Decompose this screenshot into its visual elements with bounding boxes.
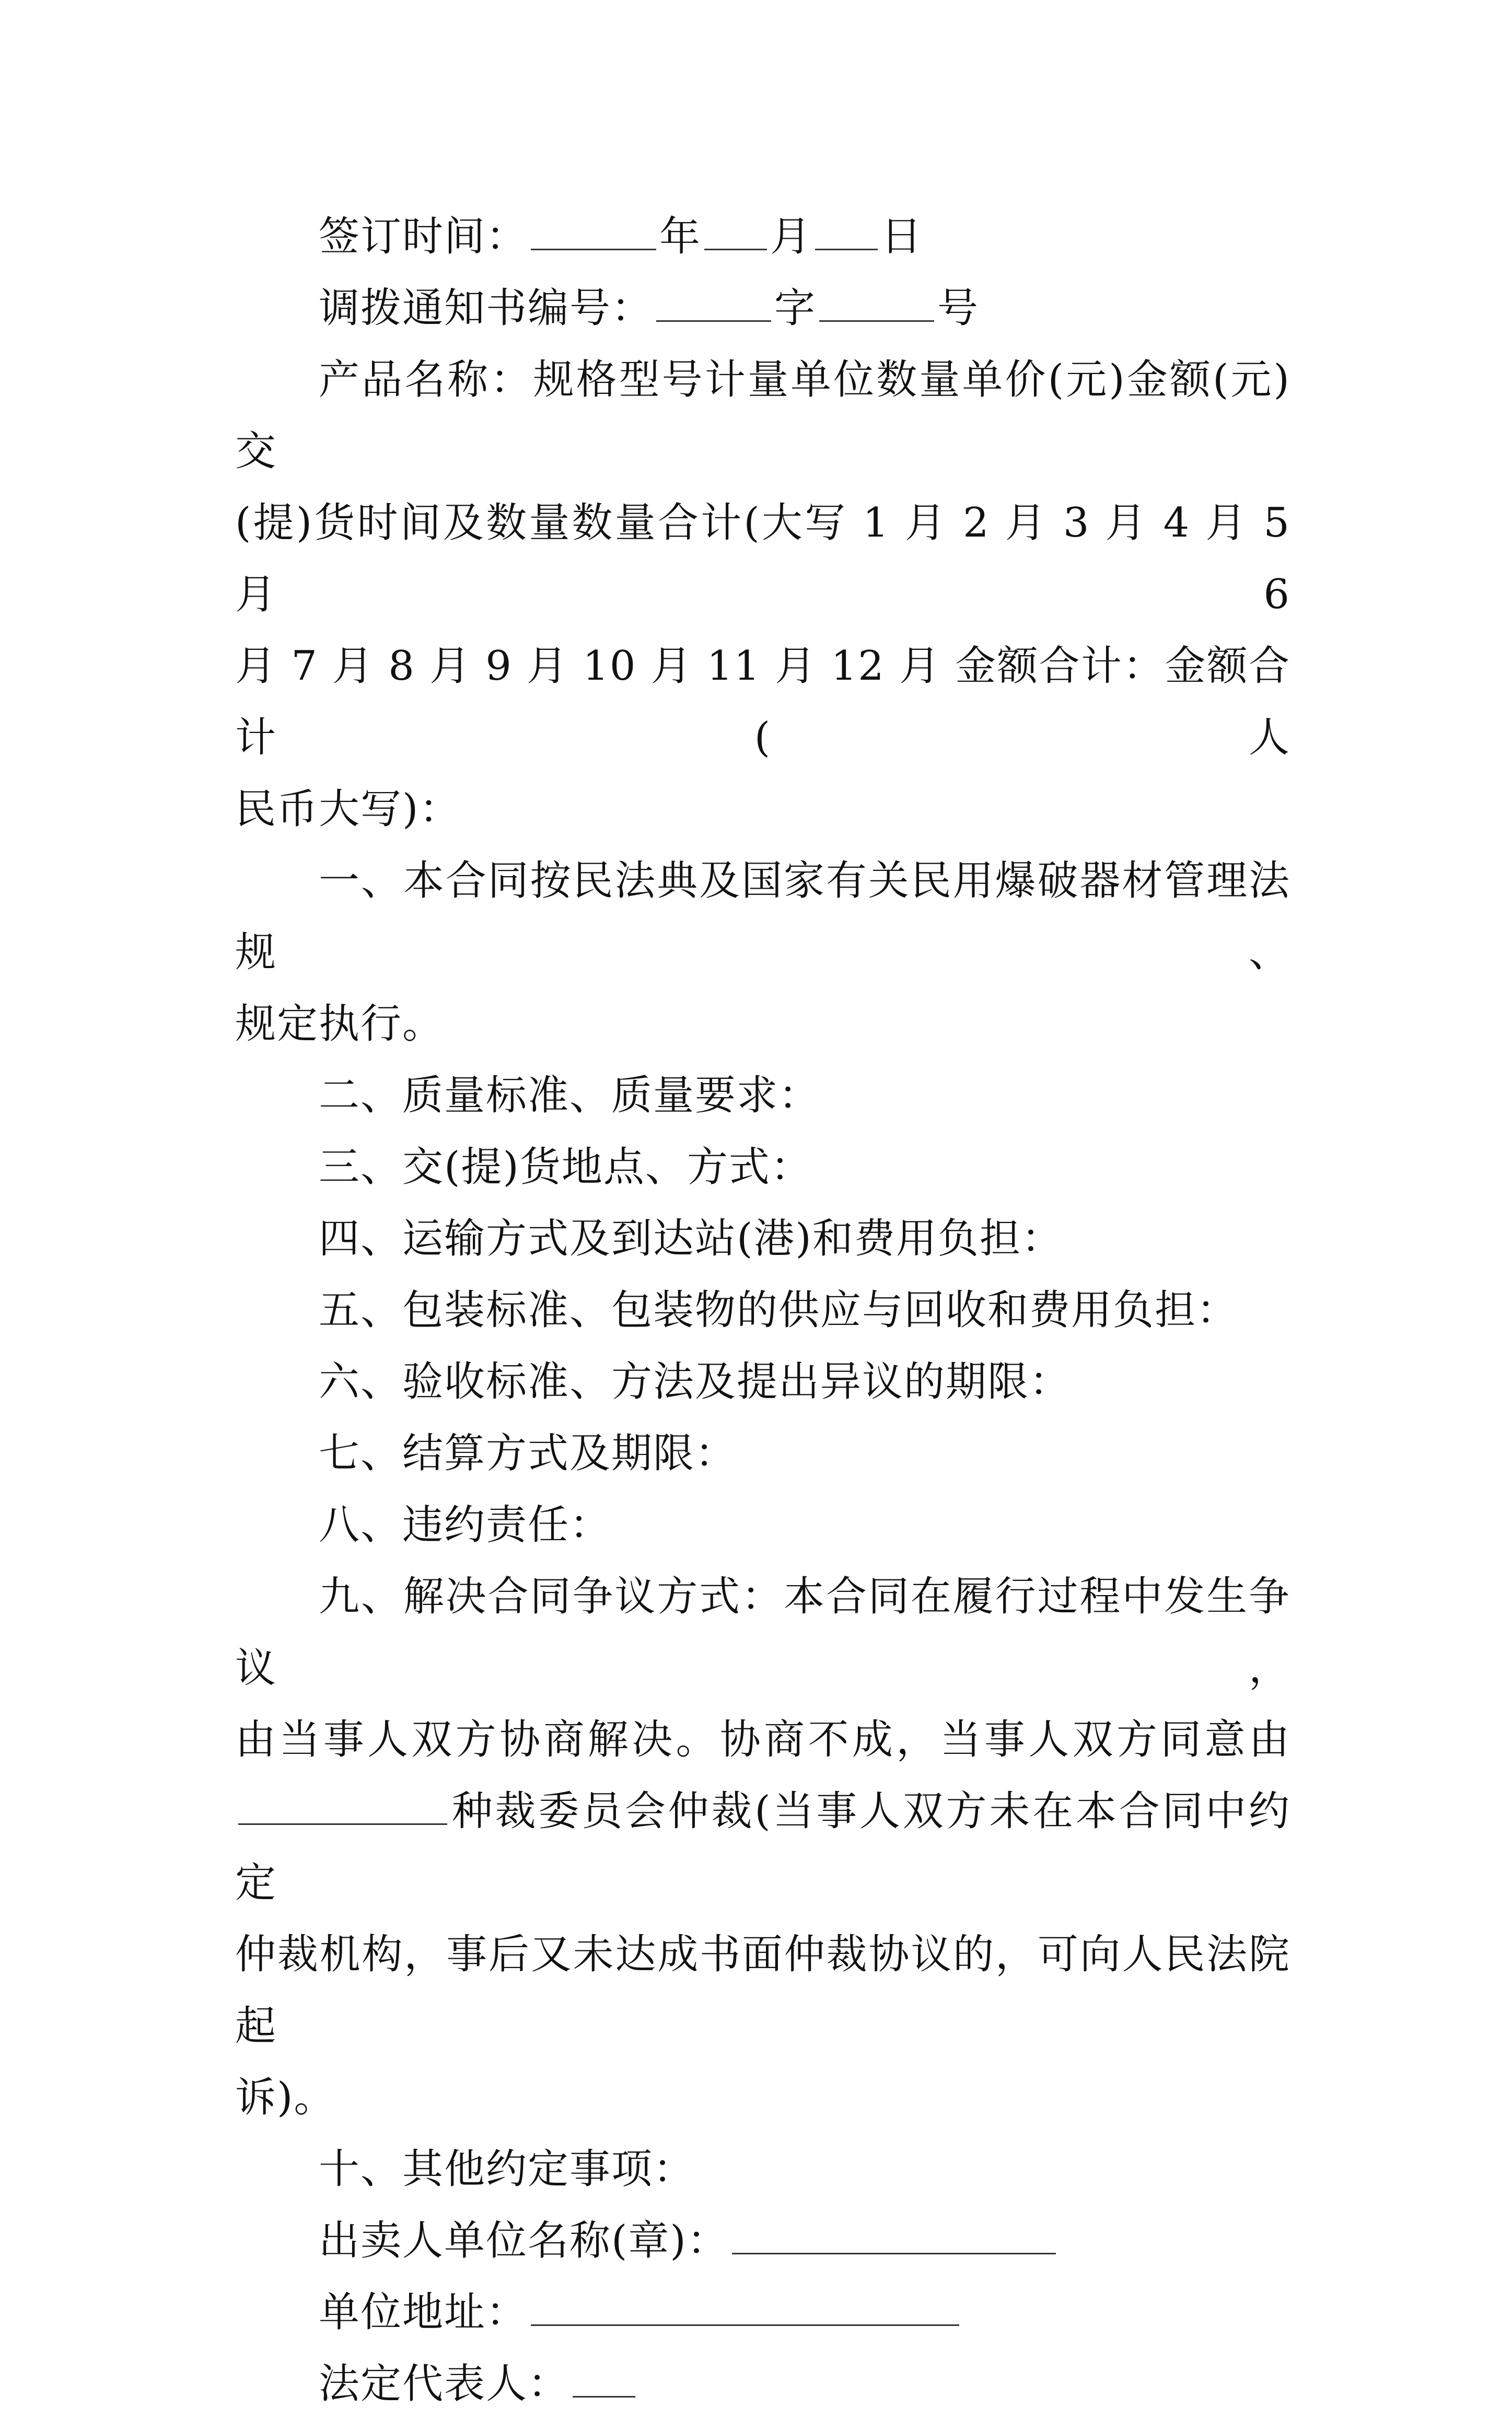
- arbitration-commission-blank: [238, 1781, 447, 1825]
- contract-document: [235, 201, 1290, 2420]
- sign-date-day-blank: [815, 206, 878, 250]
- clause-6: 六、验收标准、方法及提出异议的期限：: [319, 1358, 1072, 1405]
- product-line-4: 民币大写)：: [235, 786, 461, 833]
- clause-9-line-3-text: 种裁委员会仲裁(当事人双方未在本合同中约定: [235, 1788, 1290, 1906]
- clause-9-line-4: 仲裁机构，事后又未达成书面仲裁协议的，可向人民法院起: [235, 1931, 1290, 2050]
- product-line-2: (提)货时间及数量数量合计(大写 1 月 2 月 3 月 4 月 5 月 6: [235, 499, 1290, 618]
- seller-name-line: [235, 2205, 1290, 2277]
- seller-name-label: 出卖人单位名称(章)：: [319, 2217, 729, 2264]
- allocation-zi-blank: [656, 277, 771, 322]
- clause-1-line-1: 一、本合同按民法典及国家有关民用爆破器材管理法规、: [235, 857, 1290, 976]
- clause-4: 四、运输方式及到达站(港)和费用负担：: [319, 1215, 1063, 1262]
- sign-date-day: 日: [881, 213, 923, 260]
- allocation-number-line: [235, 273, 1290, 344]
- legal-rep-label: 法定代表人：: [319, 2360, 570, 2407]
- allocation-hao: 号: [937, 285, 980, 332]
- sign-date-line: [235, 201, 1290, 273]
- legal-rep-blank: [573, 2353, 635, 2398]
- seller-address-label: 单位地址：: [319, 2289, 528, 2336]
- sign-date-label: 签订时间：: [319, 213, 528, 260]
- clause-9-line-2: 由当事人双方协商解决。协商不成，当事人双方同意由: [235, 1716, 1290, 1763]
- clause-1-line-2: 规定执行。: [235, 1000, 445, 1048]
- clause-8: 八、违约责任：: [319, 1502, 612, 1549]
- sign-date-year-blank: [531, 206, 656, 250]
- legal-rep-line: [235, 2348, 1290, 2420]
- allocation-hao-blank: [819, 277, 934, 322]
- clause-3: 三、交(提)货地点、方式：: [319, 1144, 812, 1191]
- seller-address-line: [235, 2277, 1290, 2348]
- clause-7: 七、结算方式及期限：: [319, 1430, 737, 1477]
- seller-name-blank: [732, 2210, 1056, 2254]
- clause-9-line-1: 九、解决合同争议方式：本合同在履行过程中发生争议，: [235, 1573, 1290, 1692]
- product-line-1: 产品名称：规格型号计量单位数量单价(元)金额(元)交: [235, 356, 1290, 475]
- product-line-3: 月 7 月 8 月 9 月 10 月 11 月 12 月 金额合计：金额合计(人: [235, 643, 1290, 761]
- seller-address-blank: [531, 2282, 959, 2326]
- sign-date-year: 年: [659, 213, 702, 260]
- allocation-zi: 字: [774, 285, 817, 332]
- clause-5: 五、包装标准、包装物的供应与回收和费用负担：: [319, 1287, 1239, 1334]
- clause-9-line-5: 诉)。: [235, 2074, 336, 2121]
- sign-date-month: 月: [770, 213, 812, 260]
- clause-9-line-3: [235, 1776, 1290, 1919]
- allocation-label: 调拨通知书编号：: [319, 285, 654, 332]
- sign-date-month-blank: [704, 206, 767, 250]
- clause-10: 十、其他约定事项：: [319, 2146, 695, 2193]
- clause-2: 二、质量标准、质量要求：: [319, 1072, 821, 1119]
